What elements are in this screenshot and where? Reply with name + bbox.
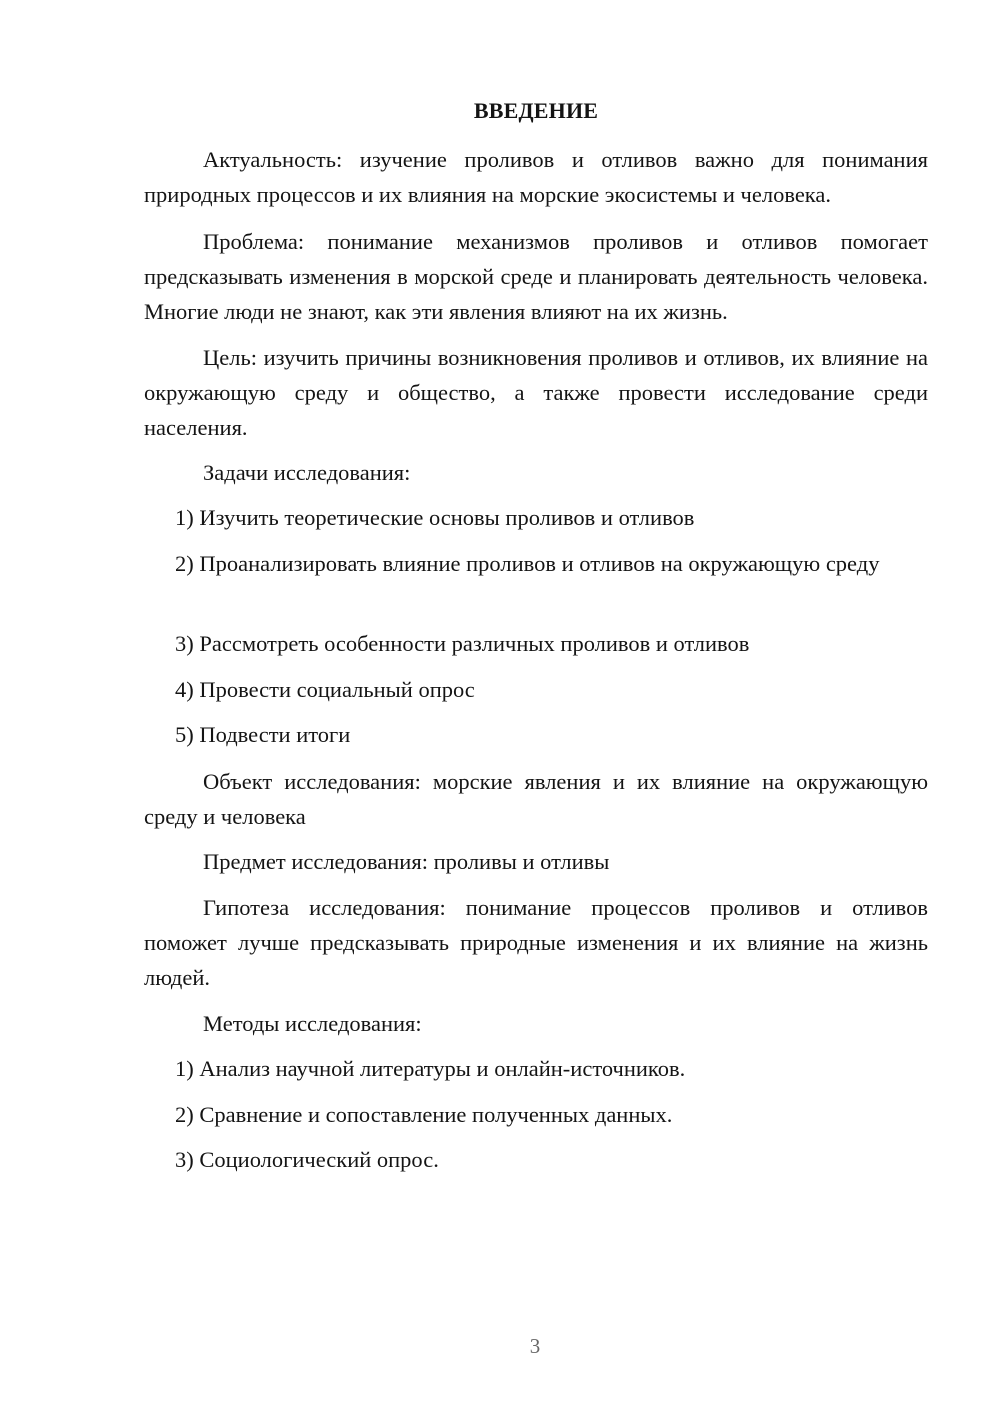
paragraph-relevance: Актуальность: изучение проливов и отливов важно для понимания природных процессов и их влияния на морские экосистемы и человека. bbox=[144, 147, 928, 207]
list-item-method-2: 2) Сравнение и сопоставление полученных данных. bbox=[175, 1102, 673, 1127]
paragraph-methods-heading: Методы исследования: bbox=[203, 1011, 422, 1036]
paragraph-hypothesis: Гипотеза исследования: понимание процессов проливов и отливов поможет лучше предсказывать природные изменения и их влияние на жизнь людей. bbox=[144, 895, 928, 990]
list-item-method-3: 3) Социологический опрос. bbox=[175, 1147, 439, 1172]
list-item-task-4: 4) Провести социальный опрос bbox=[175, 677, 475, 702]
list-item-task-3: 3) Рассмотреть особенности различных проливов и отливов bbox=[175, 631, 750, 656]
list-item-task-5: 5) Подвести итоги bbox=[175, 722, 351, 747]
document-title: ВВЕДЕНИЕ bbox=[473, 98, 599, 123]
paragraph-problem: Проблема: понимание механизмов проливов и отливов помогает предсказывать изменения в морской среде и планировать деятельность человека. Многие люди не знают, как эти явления влияют на их жизнь. bbox=[144, 229, 928, 324]
paragraph-object: Объект исследования: морские явления и их влияние на окружающую среду и человека bbox=[144, 769, 928, 829]
list-item-task-1: 1) Изучить теоретические основы проливов и отливов bbox=[175, 505, 695, 530]
paragraph-tasks-heading: Задачи исследования: bbox=[203, 460, 411, 485]
list-item-method-1: 1) Анализ научной литературы и онлайн-источников. bbox=[175, 1056, 686, 1081]
list-item-task-2: 2) Проанализировать влияние проливов и отливов на окружающую среду bbox=[175, 551, 880, 576]
page-number: 3 bbox=[529, 1334, 541, 1358]
paragraph-subject: Предмет исследования: проливы и отливы bbox=[203, 849, 610, 874]
paragraph-goal: Цель: изучить причины возникновения проливов и отливов, их влияние на окружающую среду и общество, а также провести исследование среди населения. bbox=[144, 345, 928, 440]
